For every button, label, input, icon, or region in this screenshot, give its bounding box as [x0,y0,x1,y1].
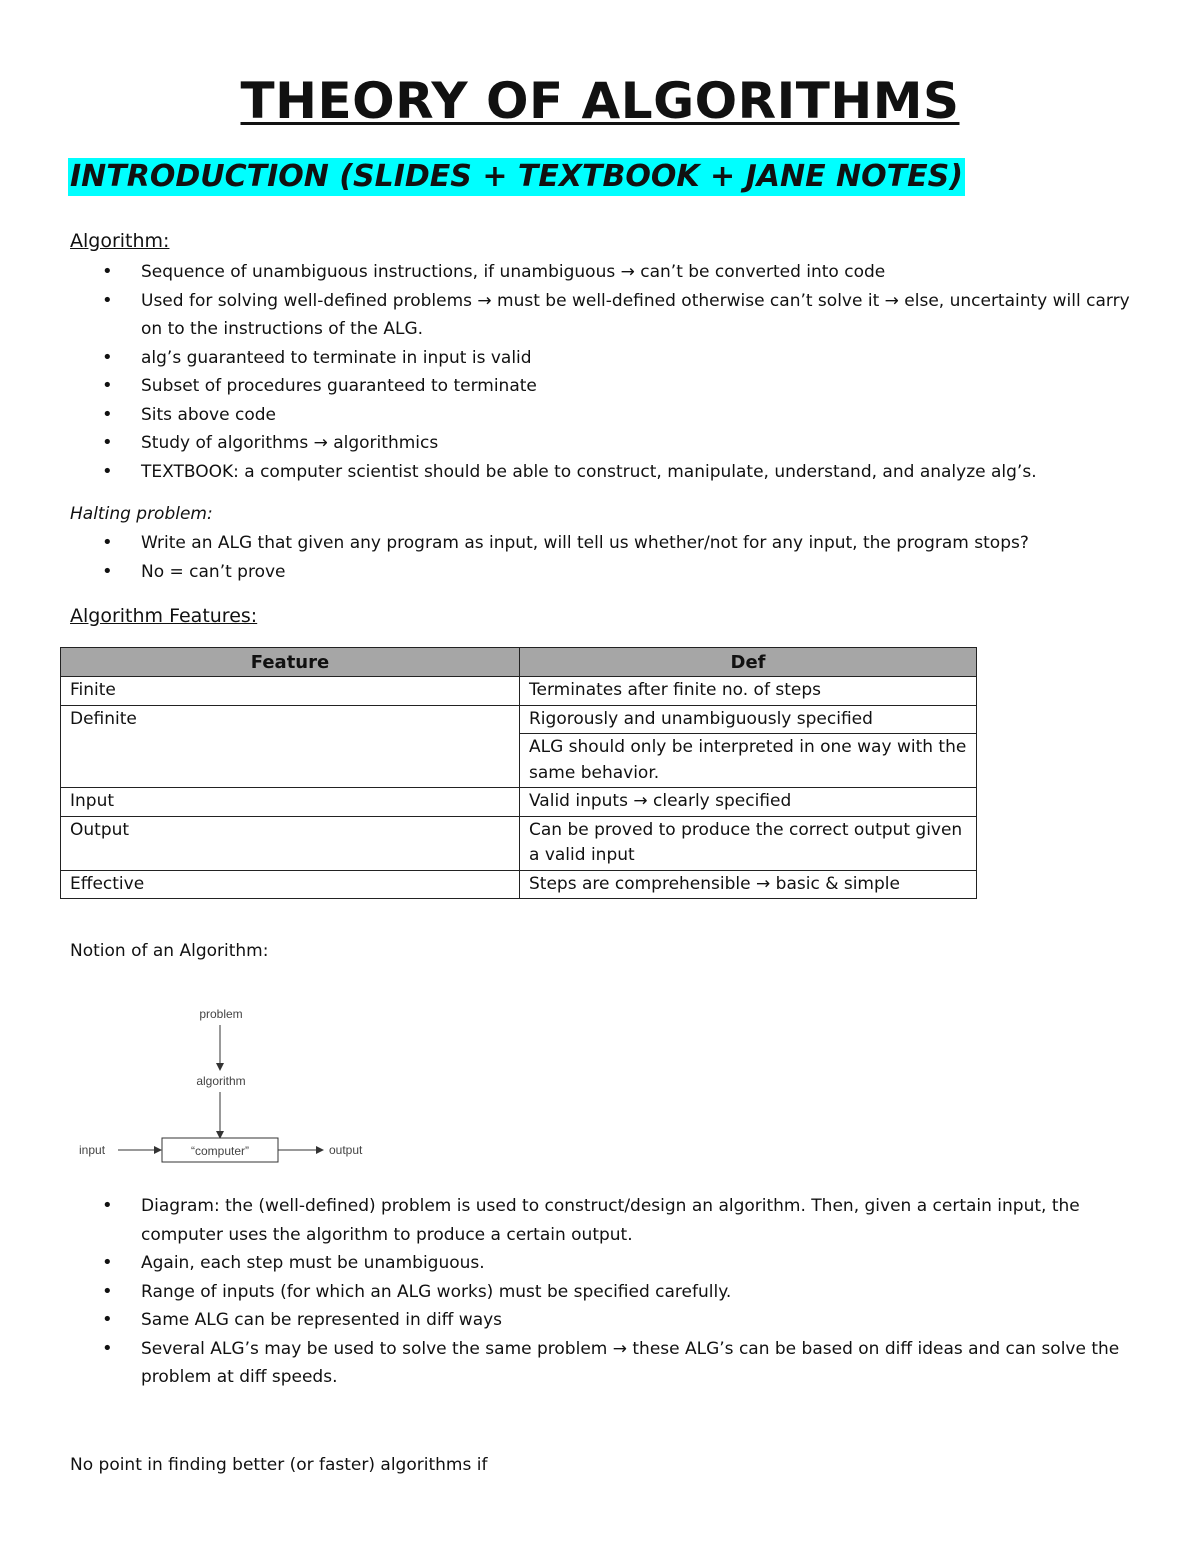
table-row [61,705,977,734]
halting-heading: Halting problem: [70,504,213,524]
def-cell: Terminates after finite no. of steps [520,677,977,706]
list-item: • Sequence of unambiguous instructions, if unambiguous → can’t be converted into code [0,258,1200,287]
list-item: • Again, each step must be unambiguous. [0,1249,1200,1278]
list-item: • Sits above code [0,401,1200,430]
diagram-label-algorithm: algorithm [196,1074,246,1088]
section-heading-introduction: INTRODUCTION (SLIDES + TEXTBOOK + JANE NOTES) [70,159,963,194]
table-row [61,816,977,870]
list-item: • No = can’t prove [0,558,1200,587]
def-cell: Can be proved to produce the correct output given a valid input [520,816,977,870]
feature-cell-continued [61,734,520,788]
column-header-feature: Feature [61,648,520,677]
def-cell: Rigorously and unambiguously specified [520,705,977,734]
algorithm-heading: Algorithm: [70,230,170,252]
list-item: • Range of inputs (for which an ALG works) must be specified carefully. [0,1278,1200,1307]
list-item: • alg’s guaranteed to terminate in input is valid [0,344,1200,373]
feature-cell: Definite [61,705,520,734]
features-table [60,647,977,899]
table-header-row [61,648,977,677]
def-cell: ALG should only be interpreted in one way with the same behavior. [520,734,977,788]
table-row [61,870,977,899]
feature-cell: Output [61,816,520,870]
feature-cell: Finite [61,677,520,706]
list-item: • TEXTBOOK: a computer scientist should be able to construct, manipulate, understand, and analyze alg’s. [0,458,1200,487]
def-cell: Valid inputs → clearly specified [520,788,977,817]
notion-heading: Notion of an Algorithm: [70,941,269,961]
list-item: • Same ALG can be represented in diff ways [0,1306,1200,1335]
table-row [61,677,977,706]
algorithm-list [0,258,1200,486]
closing-text: No point in finding better (or faster) algorithms if [70,1455,488,1475]
diagram-label-input: input [79,1143,106,1157]
list-item: • Study of algorithms → algorithmics [0,429,1200,458]
list-item: • Diagram: the (well-defined) problem is used to construct/design an algorithm. Then, given a certain input, the computer uses the algorithm to produce a certain output. [0,1192,1200,1249]
diagram-label-output: output [329,1143,363,1157]
list-item: • Write an ALG that given any program as input, will tell us whether/not for any input, the program stops? [0,529,1200,558]
list-item: • Subset of procedures guaranteed to terminate [0,372,1200,401]
def-cell: Steps are comprehensible → basic & simple [520,870,977,899]
halting-list [0,529,1200,586]
diagram-label-computer: “computer” [190,1144,250,1158]
page-title: THEORY OF ALGORITHMS [240,72,960,130]
diagram-label-problem: problem [199,1007,243,1021]
table-row [61,788,977,817]
features-heading: Algorithm Features: [70,605,258,627]
table-row [61,734,977,788]
list-item: • Used for solving well-defined problems → must be well-defined otherwise can’t solve it → else, uncertainty will carry on to the instructions of the ALG. [0,287,1200,344]
feature-cell: Input [61,788,520,817]
notion-list [0,1192,1200,1392]
list-item: • Several ALG’s may be used to solve the same problem → these ALG’s can be based on diff ideas and can solve the problem at diff speeds. [0,1335,1200,1392]
feature-cell: Effective [61,870,520,899]
algorithm-notion-diagram [60,998,390,1168]
column-header-def: Def [520,648,977,677]
